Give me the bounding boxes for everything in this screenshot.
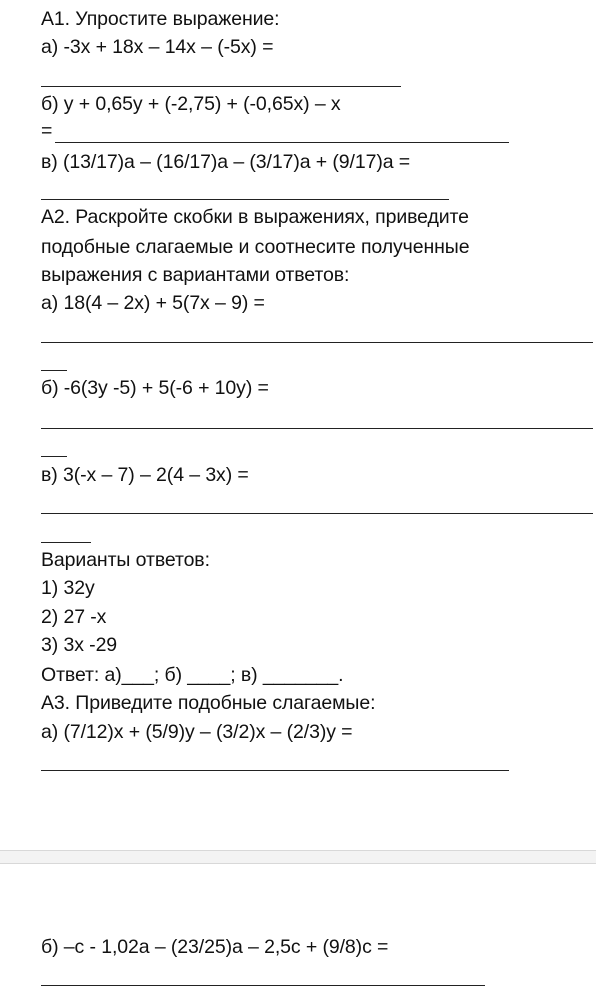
answer-line — [41, 86, 401, 87]
task3-title: А3. Приведите подобные слагаемые: — [41, 692, 376, 714]
task1-title: А1. Упростите выражение: — [41, 8, 280, 30]
option-2: 2) 27 -х — [41, 606, 107, 628]
option-3: 3) 3х -29 — [41, 634, 118, 656]
answer-line-text: Ответ: а)___; б) ____; в) _______. — [41, 664, 344, 686]
answer-line — [41, 770, 509, 771]
answer-line-wrap — [41, 542, 91, 543]
options-title: Варианты ответов: — [41, 549, 210, 571]
answer-line — [41, 428, 593, 429]
answer-line-wrap — [41, 370, 67, 371]
task2-title-line3: выражения с вариантами ответов: — [41, 264, 350, 286]
task1-item-a: а) -3х + 18х – 14х – (-5х) = — [41, 36, 274, 58]
answer-line — [41, 985, 485, 986]
task1-item-b-equals: = — [41, 120, 53, 142]
task1-item-c: в) (13/17)а – (16/17)а – (3/17)а + (9/17)а = — [41, 151, 411, 173]
answer-line — [55, 142, 509, 143]
task2-title-line2: подобные слагаемые и соотнесите полученные — [41, 236, 470, 258]
answer-line — [41, 513, 593, 514]
task1-item-b: б) у + 0,65у + (-2,75) + (-0,65х) – х — [41, 93, 341, 115]
answer-line — [41, 342, 593, 343]
page-break-divider — [0, 850, 596, 864]
task3-item-b: б) –с - 1,02а – (23/25)а – 2,5с + (9/8)с = — [41, 936, 389, 958]
task2-item-a: а) 18(4 – 2х) + 5(7х – 9) = — [41, 292, 265, 314]
answer-line — [41, 199, 449, 200]
answer-line-wrap — [41, 456, 67, 457]
task2-item-c: в) 3(-х – 7) – 2(4 – 3х) = — [41, 464, 249, 486]
task2-title-line1: А2. Раскройте скобки в выражениях, приведите — [41, 206, 469, 228]
option-1: 1) 32у — [41, 577, 95, 599]
task3-item-a: а) (7/12)х + (5/9)у – (3/2)х – (2/3)у = — [41, 721, 353, 743]
task2-item-b: б) -6(3у -5) + 5(-6 + 10у) = — [41, 377, 269, 399]
